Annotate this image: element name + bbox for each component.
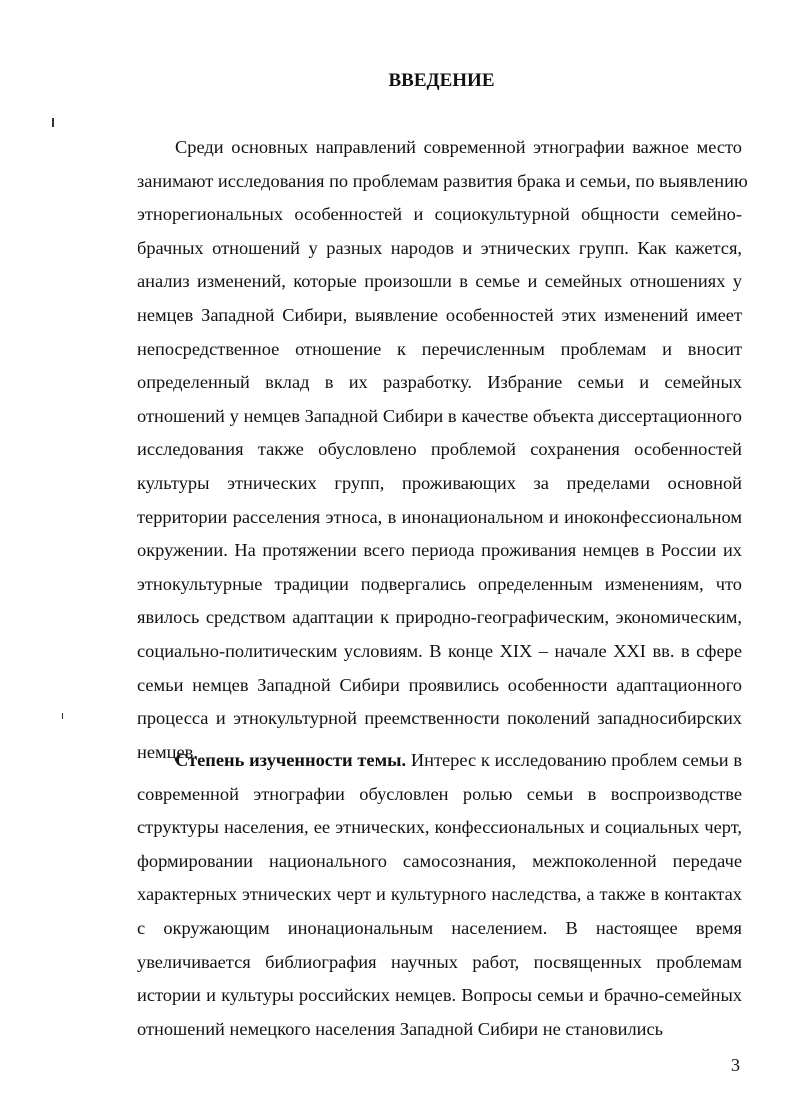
text-line: анализ изменений, которые произошли в семье и семейных отношениях у [137,271,742,292]
text-line: социально-политическим условиям. В конце XIX – начале XXI вв. в сфере [137,640,742,661]
text-line: занимают исследования по проблемам развития брака и семьи, по выявлению [137,170,748,191]
text-line: этнокультурные традиции подвергались определенным изменениям, что [137,573,742,594]
text-line: процесса и этнокультурной преемственности поколений западносибирских [137,708,742,729]
paragraph-intro [137,131,748,769]
text-line: отношений у немцев Западной Сибири в качестве объекта диссертационного [137,405,742,426]
text-line: явилось средством адаптации к природно-географическим, экономическим, [137,607,742,628]
paragraph-degree-of-study [137,744,742,1046]
text-line: современной этнографии обусловлен ролью семьи в воспроизводстве [137,783,742,804]
bold-lead: Степень изученности темы. [175,750,407,770]
text-line: семьи немцев Западной Сибири проявились особенности адаптационного [137,674,742,695]
text-line: этнорегиональных особенностей и социокультурной общности семейно- [137,204,742,225]
text-line: формировании национального самосознания, межпоколенной передаче [137,850,742,871]
text-line: с окружающим инонациональным населением. В настоящее время [137,917,742,938]
section-title: ВВЕДЕНИЕ [388,70,495,91]
text-line: территории расселения этноса, в инонациональном и иноконфессиональном [137,506,742,527]
text-line: структуры населения, ее этнических, конфессиональных и социальных черт, [137,817,742,838]
text-line: исследования также обусловлено проблемой сохранения особенностей [137,439,742,460]
text-line: культуры этнических групп, проживающих за пределами основной [137,472,742,493]
text-line: немцев. [137,741,198,762]
text-line: отношений немецкого населения Западной Сибири не становились [137,1018,664,1039]
text-line: определенный вклад в их разработку. Избрание семьи и семейных [137,372,742,393]
text-run: Интерес к исследованию проблем семьи в [406,750,743,770]
text-line [137,744,742,778]
text-line: Среди основных направлений современной этнографии важное место [175,137,742,157]
scan-mark [52,118,54,127]
page-number: 3 [731,1055,740,1075]
scan-mark [62,713,63,719]
text-line: брачных отношений у разных народов и этнических групп. Как кажется, [137,237,742,258]
text-line: истории и культуры российских немцев. Вопросы семьи и брачно-семейных [137,985,742,1006]
text-line: непосредственное отношение к перечисленным проблемам и вносит [137,338,742,359]
text-line: окружении. На протяжении всего периода проживания немцев в России их [137,540,742,561]
text-line: характерных этнических черт и культурного наследства, а также в контактах [137,884,742,905]
text-line: увеличивается библиография научных работ, посвященных проблемам [137,951,742,972]
text-line: немцев Западной Сибири, выявление особенностей этих изменений имеет [137,304,742,325]
